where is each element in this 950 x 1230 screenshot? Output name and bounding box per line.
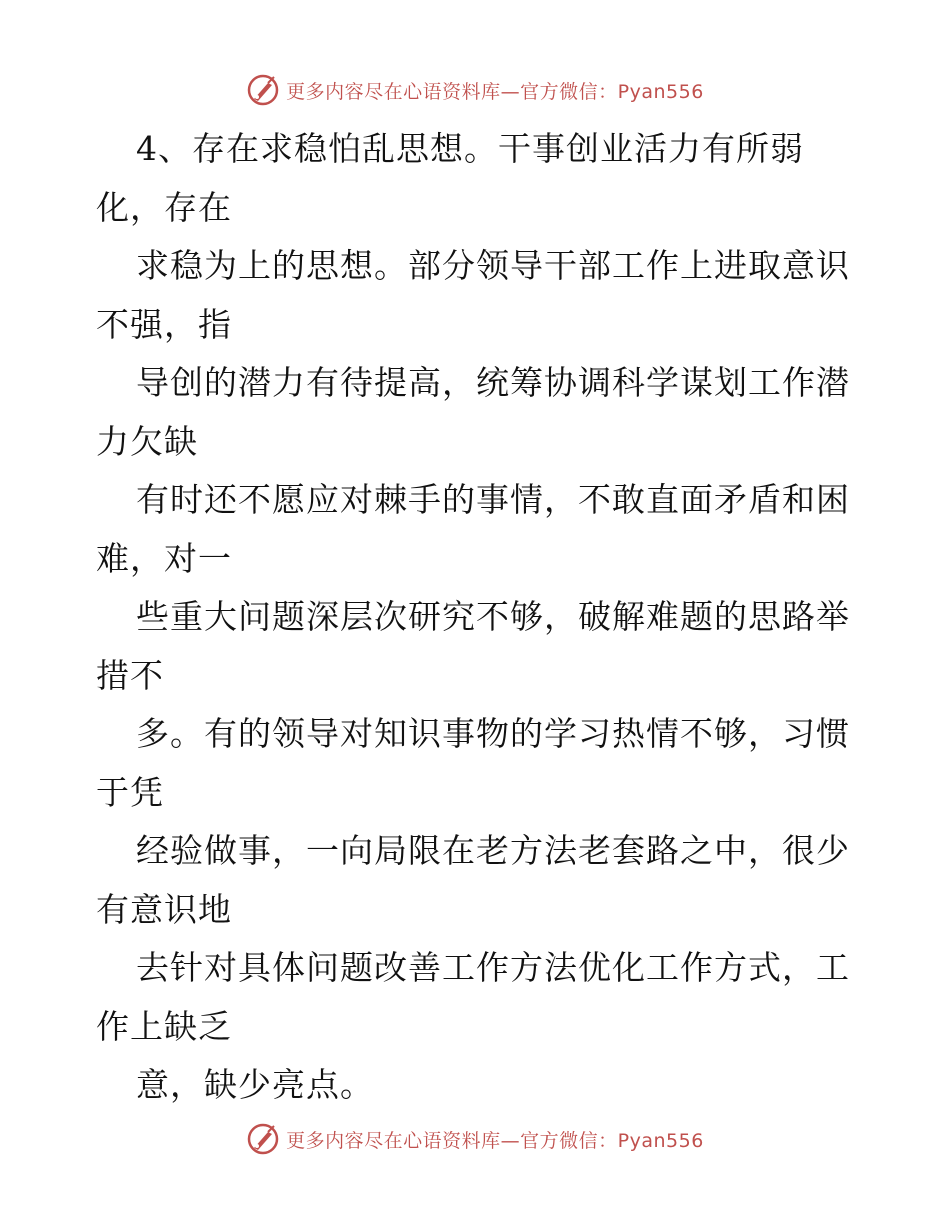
footer-banner-text: 更多内容尽在心语资料库—官方微信：Pyan556 <box>286 1129 704 1152</box>
body-line: 作上缺乏 <box>96 1006 232 1046</box>
body-line: 力欠缺 <box>96 421 198 461</box>
body-line: 于凭 <box>96 772 164 812</box>
document-body <box>96 120 856 1115</box>
body-line: 有意识地 <box>96 889 232 929</box>
body-line: 措不 <box>96 655 164 695</box>
body-line: 意，缺少亮点。 <box>136 1065 374 1104</box>
body-line: 些重大问题深层次研究不够，破解难题的思路举 <box>136 597 850 636</box>
body-line: 4、存在求稳怕乱思想。干事创业活力有所弱 <box>136 129 804 168</box>
body-line: 不强，指 <box>96 304 232 344</box>
body-line: 难，对一 <box>96 538 232 578</box>
quill-pen-logo-icon <box>246 1122 280 1156</box>
body-line: 经验做事，一向局限在老方法老套路之中，很少 <box>136 831 850 870</box>
body-line: 化，存在 <box>96 187 232 227</box>
body-line: 求稳为上的思想。部分领导干部工作上进取意识 <box>136 246 850 285</box>
quill-pen-logo-icon <box>246 73 280 107</box>
body-line: 去针对具体问题改善工作方法优化工作方式，工 <box>136 948 850 987</box>
footer-banner <box>0 1119 950 1159</box>
body-line: 多。有的领导对知识事物的学习热情不够，习惯 <box>136 714 850 753</box>
header-banner-text: 更多内容尽在心语资料库—官方微信：Pyan556 <box>286 80 704 103</box>
header-banner <box>0 70 950 110</box>
body-line: 有时还不愿应对棘手的事情，不敢直面矛盾和困 <box>136 480 850 519</box>
body-line: 导创的潜力有待提高，统筹协调科学谋划工作潜 <box>136 363 850 402</box>
